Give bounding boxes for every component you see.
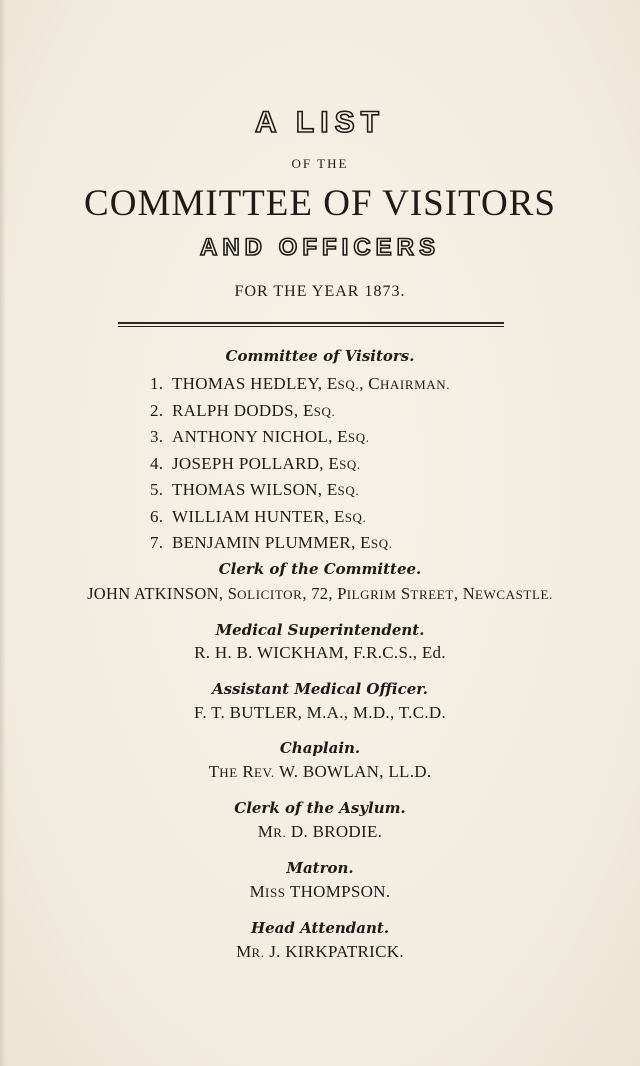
title-and-officers: AND OFFICERS <box>200 234 440 261</box>
list-item: 6. WILLIAM HUNTER, ESQ. <box>150 506 367 526</box>
list-item: 5. THOMAS WILSON, ESQ. <box>150 480 360 499</box>
matron-name: MISS THOMPSON. <box>249 882 391 901</box>
head-attendant-name: MR. J. KIRKPATRICK. <box>236 942 404 961</box>
matron-heading: Matron. <box>286 859 354 877</box>
title-a-list: A LIST <box>255 106 385 139</box>
committee-member-list <box>150 374 450 560</box>
medical-superintendent-heading: Medical Superintendent. <box>215 621 425 639</box>
list-item: 3. ANTHONY NICHOL, ESQ. <box>150 427 370 446</box>
clerk-committee-heading: Clerk of the Committee. <box>218 560 422 578</box>
clerk-asylum-name: MR. D. BRODIE. <box>257 822 383 841</box>
clerk-asylum-heading: Clerk of the Asylum. <box>234 799 406 817</box>
assistant-medical-officer-heading: Assistant Medical Officer. <box>211 680 429 698</box>
year-line: FOR THE YEAR 1873. <box>234 283 406 300</box>
committee-heading: Committee of Visitors. <box>225 347 415 365</box>
list-item: 2. RALPH DODDS, ESQ. <box>150 400 336 420</box>
chaplain-name: THE REV. W. BOWLAN, LL.D. <box>208 762 432 781</box>
clerk-committee-name: JOHN ATKINSON, SOLICITOR, 72, PILGRIM STREET, NEWCASTLE. <box>87 584 553 603</box>
divider-rule-top <box>118 322 504 324</box>
main-title: COMMITTEE OF VISITORS <box>84 183 556 224</box>
chaplain-heading: Chaplain. <box>279 739 361 757</box>
medical-superintendent-name: R. H. B. WICKHAM, F.R.C.S., Ed. <box>194 643 446 662</box>
list-item: 4. JOSEPH POLLARD, ESQ. <box>150 453 361 473</box>
divider-rule-bottom <box>118 326 504 327</box>
assistant-medical-officer-name: F. T. BUTLER, M.A., M.D., T.C.D. <box>193 703 447 722</box>
subtitle-of-the: OF THE <box>291 156 349 171</box>
head-attendant-heading: Head Attendant. <box>250 919 390 937</box>
list-item: 7. BENJAMIN PLUMMER, ESQ. <box>150 533 393 552</box>
list-item: 1. THOMAS HEDLEY, ESQ., CHAIRMAN. <box>150 374 451 393</box>
